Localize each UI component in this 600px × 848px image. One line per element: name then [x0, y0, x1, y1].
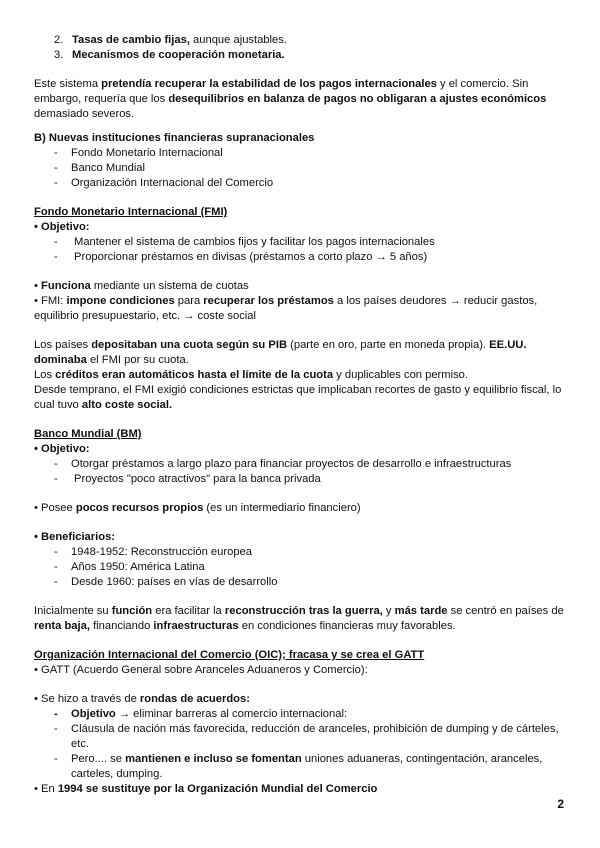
- list-item: - Fondo Monetario Internacional: [54, 147, 223, 159]
- paragraph: Desde temprano, el FMI exigió condiciones estrictas que implicaban recortes de gasto y equilibrio fiscal, lo cual tuvo alto coste social.: [34, 384, 562, 411]
- bm-heading: Banco Mundial (BM): [34, 428, 142, 440]
- list-item: - Desde 1960: países en vías de desarrollo: [54, 576, 278, 588]
- paragraph: • Posee pocos recursos propios (es un intermediario financiero): [34, 502, 361, 514]
- list-number: 2.: [54, 34, 64, 46]
- numbered-list: [34, 33, 568, 63]
- document-page: [34, 33, 568, 797]
- bm-objetivo-label: • Objetivo:: [34, 443, 90, 455]
- dash-list: [34, 457, 568, 487]
- list-item: [54, 48, 568, 63]
- fmi-heading: Fondo Monetario Internacional (FMI): [34, 206, 228, 218]
- list-item: - Proyectos "poco atractivos" para la banca privada: [54, 473, 321, 485]
- paragraph: • FMI: impone condiciones para recuperar los préstamos a los países deudores → reducir gastos, equilibrio presupuestario, etc. → coste social: [34, 295, 538, 322]
- bm-beneficiarios-label: • Beneficiarios:: [34, 531, 116, 543]
- list-item: - 1948-1952: Reconstrucción europea: [54, 546, 252, 558]
- section-heading: B) Nuevas instituciones financieras supranacionales: [34, 132, 315, 144]
- oic-heading: Organización Internacional del Comercio (OIC); fracasa y se crea el GATT: [34, 649, 425, 661]
- paragraph: • GATT (Acuerdo General sobre Aranceles Aduaneros y Comercio):: [34, 664, 368, 676]
- list-bold-text: Tasas de cambio fijas,: [72, 34, 190, 46]
- list-item: - Pero.... se mantienen e incluso se fomentan uniones aduaneras, contingentación, aranceles, carteles, dumping.: [54, 753, 543, 780]
- paragraph: Inicialmente su función era facilitar la reconstrucción tras la guerra, y más tarde se centró en países de renta baja, financiando infraestructuras en condiciones financieras muy favorables.: [34, 605, 564, 632]
- list-item: - Banco Mundial: [54, 162, 146, 174]
- list-bold-text: Mecanismos de cooperación monetaria.: [72, 49, 285, 61]
- dash-list: [34, 707, 568, 782]
- page-number: 2: [557, 797, 564, 811]
- dash-list: [34, 235, 568, 265]
- paragraph: Los créditos eran automáticos hasta el límite de la cuota y duplicables con permiso.: [34, 369, 469, 381]
- list-number: 3.: [54, 49, 64, 61]
- list-item: - Otorgar préstamos a largo plazo para financiar proyectos de desarrollo e infraestructuras: [54, 458, 512, 470]
- paragraph: • Funciona mediante un sistema de cuotas: [34, 280, 249, 292]
- paragraph: • En 1994 se sustituye por la Organización Mundial del Comercio: [34, 783, 378, 795]
- paragraph: Los países depositaban una cuota según su PIB (parte en oro, parte en moneda propia). EE.UU. dominaba el FMI por su cuota.: [34, 339, 527, 366]
- paragraph: Este sistema pretendía recuperar la estabilidad de los pagos internacionales y el comercio. Sin embargo, requería que los desequilibrios en balanza de pagos no obligaran a ajustes económicos demasiado severos.: [34, 78, 547, 120]
- list-item: - Proporcionar préstamos en divisas (préstamos a corto plazo → 5 años): [54, 251, 428, 263]
- list-item: [54, 33, 568, 48]
- dash-list: [34, 545, 568, 590]
- dash-list: [34, 146, 568, 191]
- fmi-objetivo-label: • Objetivo:: [34, 221, 90, 233]
- list-text: aunque ajustables.: [189, 34, 287, 46]
- list-item: - Años 1950: América Latina: [54, 561, 205, 573]
- list-item: - Organización Internacional del Comercio: [54, 177, 274, 189]
- list-item: - Cláusula de nación más favorecida, reducción de aranceles, prohibición de dumping y de cárteles, etc.: [54, 723, 559, 750]
- list-item: - Mantener el sistema de cambios fijos y facilitar los pagos internacionales: [54, 236, 435, 248]
- list-item: - Objetivo → eliminar barreras al comercio internacional:: [54, 708, 348, 720]
- paragraph: • Se hizo a través de rondas de acuerdos:: [34, 693, 250, 705]
